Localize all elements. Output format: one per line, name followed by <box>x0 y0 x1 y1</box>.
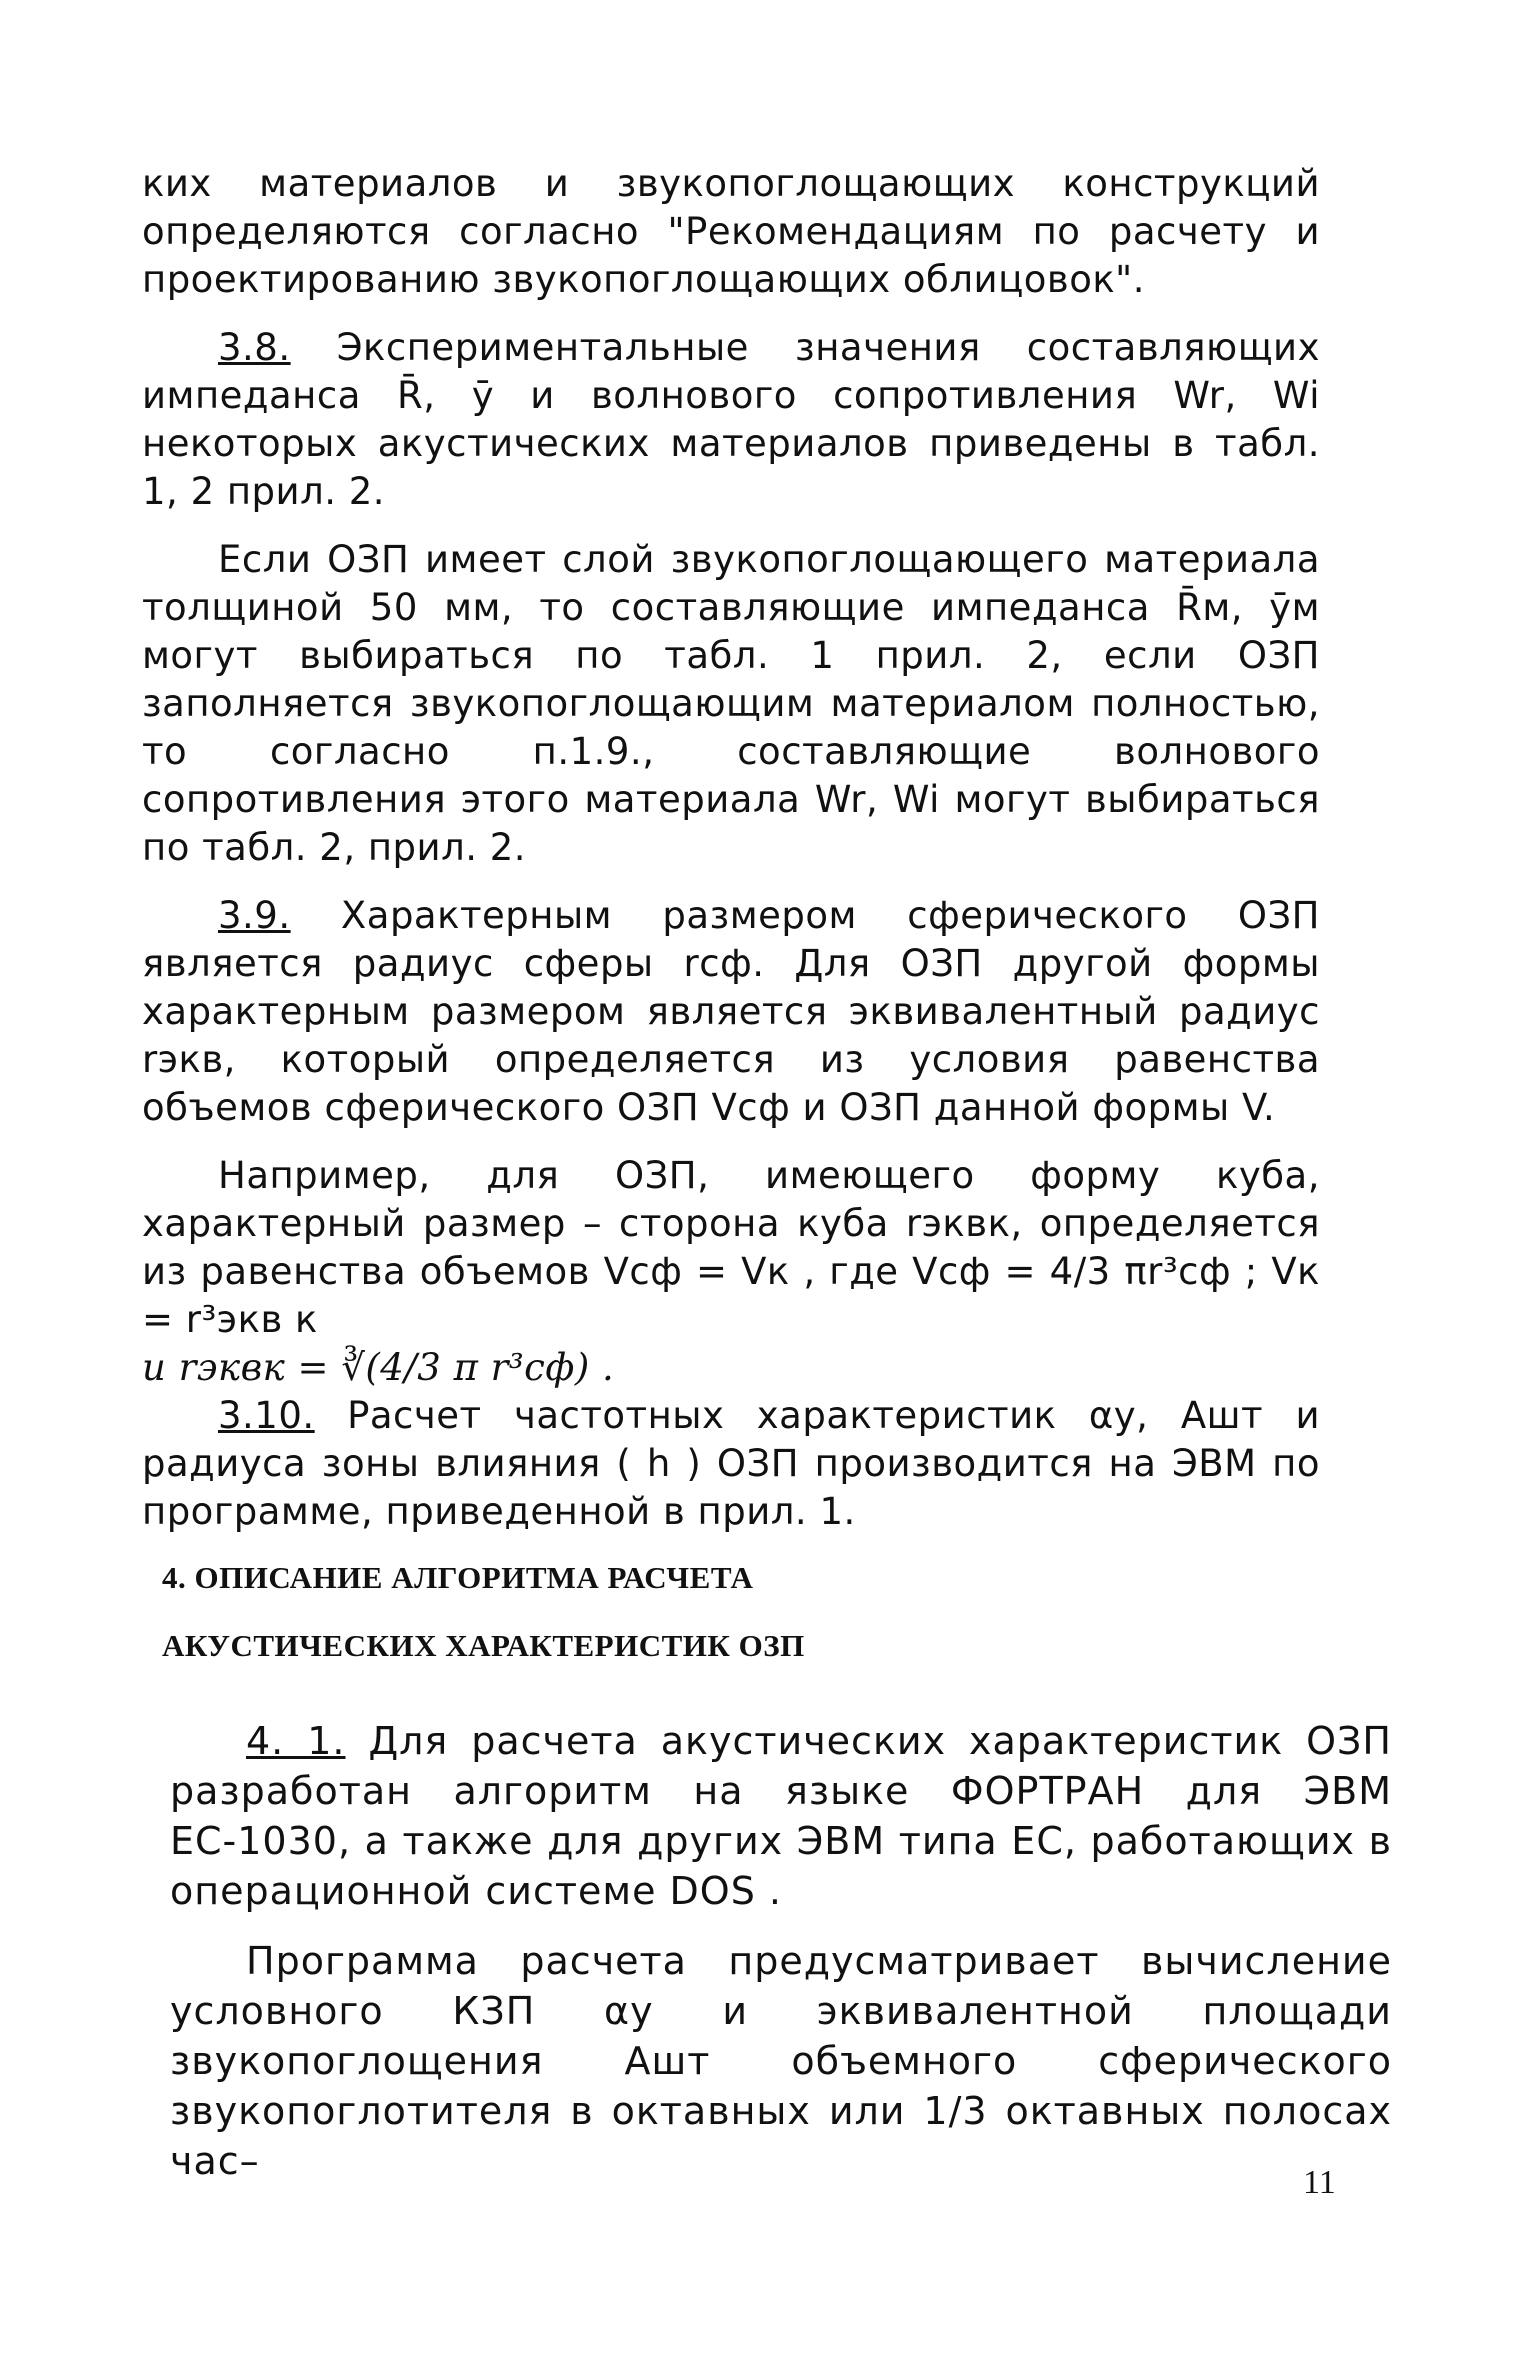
clause-text: Расчет частотных характеристик αу, Aшт и радиуса зоны влияния ( h ) ОЗП производится на ЭВМ по программе, приведенной в прил. 1. <box>142 1394 1321 1533</box>
clause-number: 3.8. <box>218 326 291 369</box>
section-4-heading-line1: 4. ОПИСАНИЕ АЛГОРИТМА РАСЧЕТА <box>162 1560 754 1595</box>
clause-number: 3.9. <box>218 894 291 937</box>
clause-number: 3.10. <box>218 1394 315 1437</box>
section-4-text <box>170 1716 1392 2186</box>
clause-text: Экспериментальные значения составляющих импеданса R̄, ȳ и волнового сопротивления Wr, Wi некоторых акустических материалов приведены в табл. 1, 2 прил. 2. <box>142 326 1320 513</box>
paragraph-3-9 <box>142 892 1320 1132</box>
paragraph-3-8 <box>142 324 1320 516</box>
paragraph-3-9-formula: и rэквк = ∛(4/3 π r³сф) . <box>142 1346 615 1389</box>
section-4-heading-line2: АКУСТИЧЕСКИХ ХАРАКТЕРИСТИК ОЗП <box>162 1628 805 1663</box>
clause-text: Для расчета акустических характеристик ОЗП разработан алгоритм на языке ФОРТРАН для ЭВМ ЕС-1030, а также для других ЭВМ типа ЕС, работающих в операционной системе DOS . <box>170 1719 1392 1913</box>
paragraph-3-8-continued: Если ОЗП имеет слой звукопоглощающего материала толщиной 50 мм, то составляющие импеданса R̄м, ȳм могут выбираться по табл. 1 прил. 2, если ОЗП заполняется звукопоглощающим материалом полностью, то согласно п.1.9., составляющие волнового сопротивления этого материала Wr, Wi могут выбираться по табл. 2, прил. 2. <box>142 538 1320 869</box>
paragraph-intro: ких материалов и звукопоглощающих конструкций определяются согласно "Рекомендациям по расчету и проектированию звукопоглощающих облицовок". <box>142 162 1320 301</box>
page-number: 11 <box>1303 2164 1336 2201</box>
clause-text: Характерным размером сферического ОЗП является радиус сферы rсф. Для ОЗП другой формы характерным размером является эквивалентный радиус rэкв, который определяется из условия равенства объемов сферического ОЗП Vсф и ОЗП данной формы V. <box>142 894 1320 1129</box>
paragraph-3-9-example: Например, для ОЗП, имеющего форму куба, характерный размер – сторона куба rэквк, определяется из равенства объемов Vсф = Vк , где Vсф = 4/3 πr³сф ; Vк = r³экв к <box>142 1154 1320 1341</box>
paragraph-3-10 <box>142 1392 1320 1536</box>
clause-number: 4. 1. <box>246 1719 346 1763</box>
paragraph-4-2: Программа расчета предусматривает вычисление условного КЗП αу и эквивалентной площади звукопоглощения Aшт объемного сферического звукопоглотителя в октавных или 1/3 октавных полосах час– <box>170 1939 1392 2183</box>
section-3-text <box>142 160 1320 1536</box>
paragraph-4-1 <box>170 1716 1392 1916</box>
